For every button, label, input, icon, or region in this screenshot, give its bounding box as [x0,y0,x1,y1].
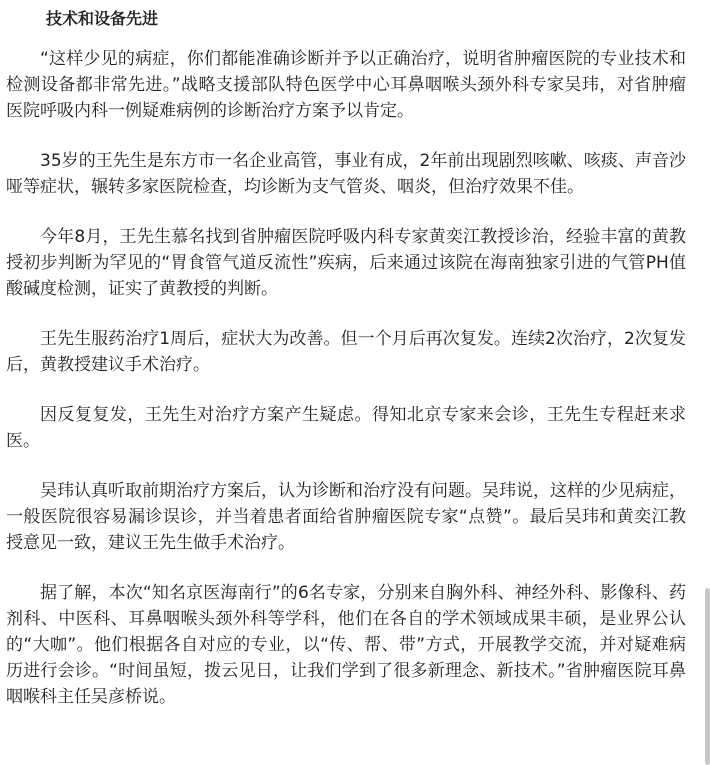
paragraph-2: 35岁的王先生是东方市一名企业高管，事业有成，2年前出现剧烈咳嗽、咳痰、声音沙哑等症状，辗转多家医院检查，均诊断为支气管炎、咽炎，但治疗效果不佳。 [6,151,686,197]
paragraph-1: “这样少见的病症，你们都能准确诊断并予以正确治疗，说明省肿瘤医院的专业技术和检测设备都非常先进。”战略支援部队特色医学中心耳鼻咽喉头颈外科专家吴玮，对省肿瘤医院呼吸内科一例疑难病例的诊断治疗方案予以肯定。 [6,49,686,121]
section-heading: 技术和设备先进 [46,9,159,28]
paragraph-4: 王先生服药治疗1周后，症状大为改善。但一个月后再次复发。连续2次治疗，2次复发后，黄教授建议手术治疗。 [6,329,686,375]
paragraph-3: 今年8月，王先生慕名找到省肿瘤医院呼吸内科专家黄奕江教授诊治，经验丰富的黄教授初步判断为罕见的“胃食管气道反流性”疾病，后来通过该院在海南独家引进的气管PH值酸碱度检测，证实了黄教授的判断。 [6,227,686,299]
vertical-scrollbar-thumb[interactable] [705,588,710,765]
paragraph-6: 吴玮认真听取前期治疗方案后，认为诊断和治疗没有问题。吴玮说，这样的少见病症，一般医院很容易漏诊误诊，并当着患者面给省肿瘤医院专家“点赞”。最后吴玮和黄奕江教授意见一致，建议王先生做手术治疗。 [6,481,686,553]
paragraph-5: 因反复复发，王先生对治疗方案产生疑虑。得知北京专家来会诊，王先生专程赶来求医。 [6,405,686,451]
paragraph-7: 据了解，本次“知名京医海南行”的6名专家，分别来自胸外科、神经外科、影像科、药剂科、中医科、耳鼻咽喉头颈外科等学科，他们在各自的学术领域成果丰硕，是业界公认的“大咖”。他们根据各自对应的专业，以“传、帮、带”方式，开展教学交流，并对疑难病历进行会诊。“时间虽短，拨云见日，让我们学到了很多新理念、新技术。”省肿瘤医院耳鼻咽喉科主任吴彦桥说。 [6,583,686,707]
